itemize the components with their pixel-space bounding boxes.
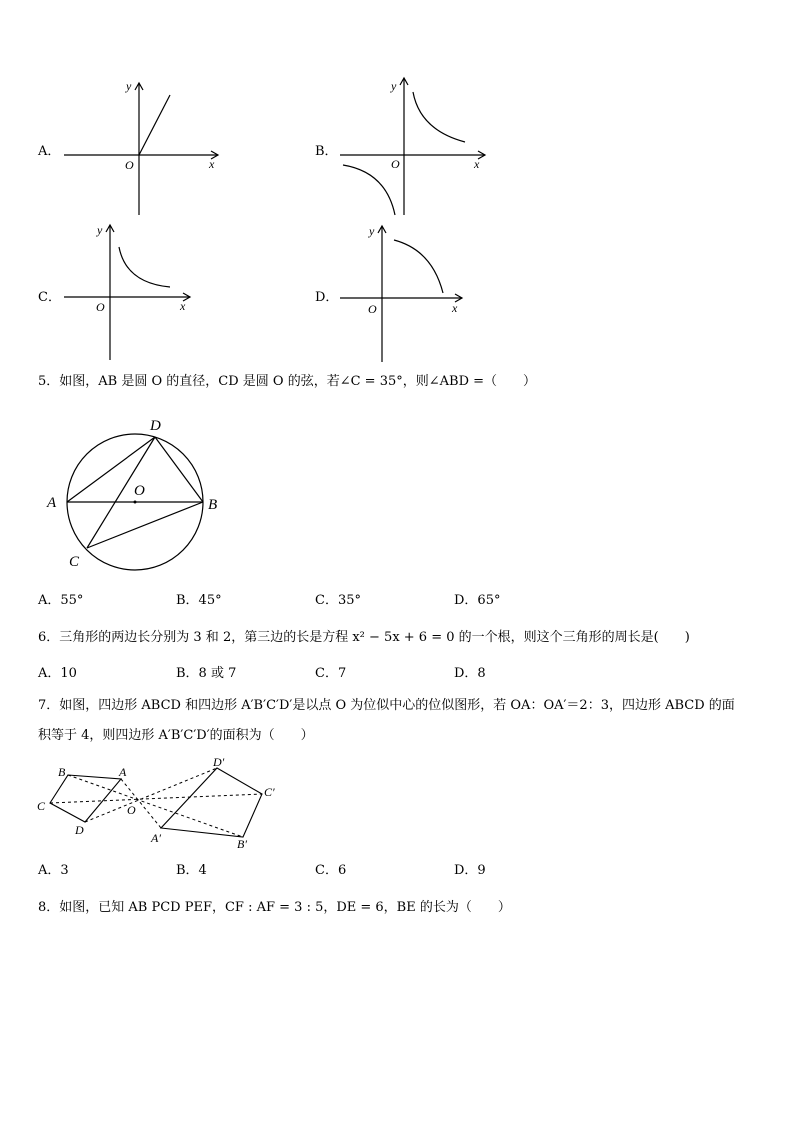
q5-option-c: C．35°: [315, 593, 361, 608]
q7-label-a: A: [119, 765, 127, 779]
q5-option-b: B．45°: [176, 593, 222, 608]
graph-c-x: x: [180, 299, 186, 313]
q7-label-c2: C′: [264, 785, 275, 799]
option-b-label: B．: [315, 144, 338, 159]
q7-label-d: D: [75, 823, 84, 837]
q6-option-b: B．8 或 7: [176, 666, 237, 681]
graph-d-o: O: [368, 302, 377, 316]
q7-label-a2: A′: [151, 831, 161, 845]
q5-label-c: C: [69, 554, 80, 570]
q7-stem-line1: 7．如图，四边形 ABCD 和四边形 A′B′C′D′是以点 O 为位似中心的位似图形，若 OA：OA′＝2：3，四边形 ABCD 的面: [38, 698, 735, 713]
q5-stem: 5．如图，AB 是圆 O 的直径，CD 是圆 O 的弦，若∠C = 35°，则∠ABD =（ ）: [38, 374, 537, 389]
q8-stem: 8．如图，已知 AB PCD PEF，CF : AF = 3 : 5，DE = 6，BE 的长为（ ）: [38, 900, 511, 915]
graph-c-o: O: [96, 300, 105, 314]
graph-d-x: x: [452, 301, 458, 315]
q7-option-c: C．6: [315, 863, 347, 878]
graph-a-o: O: [125, 158, 134, 172]
q7-option-d: D．9: [454, 863, 486, 878]
graph-b-o: O: [391, 157, 400, 171]
q7-stem-line2: 积等于 4，则四边形 A′B′C′D′的面积为（ ）: [38, 728, 314, 743]
q7-label-d2: D′: [213, 755, 225, 769]
q6-option-d: D．8: [454, 666, 486, 681]
option-a-label: A．: [38, 144, 61, 159]
q5-label-o: O: [134, 483, 145, 499]
q6-stem: 6．三角形的两边长分别为 3 和 2，第三边的长是方程 x² − 5x + 6 = 0 的一个根，则这个三角形的周长是( ): [38, 630, 690, 645]
q7-label-c: C: [37, 799, 46, 813]
q7-label-o: O: [127, 803, 136, 817]
q7-option-b: B．4: [176, 863, 207, 878]
graph-a-x: x: [209, 157, 215, 171]
graph-a-y: y: [126, 79, 132, 93]
graph-c-y: y: [97, 223, 103, 237]
q6-option-a: A．10: [38, 666, 77, 681]
q5-option-a: A．55°: [38, 593, 84, 608]
graph-b-x: x: [474, 157, 480, 171]
option-c-label: C．: [38, 290, 61, 305]
option-d-label: D．: [315, 290, 339, 305]
q5-label-a: A: [47, 495, 57, 511]
q7-label-b: B: [58, 765, 66, 779]
q7-label-b2: B′: [237, 837, 247, 851]
graph-b-y: y: [391, 79, 397, 93]
q6-option-c: C．7: [315, 666, 347, 681]
q5-label-d: D: [150, 418, 161, 434]
q5-label-b: B: [208, 497, 218, 513]
graph-d-y: y: [369, 224, 375, 238]
q7-option-a: A．3: [38, 863, 69, 878]
q5-option-d: D．65°: [454, 593, 501, 608]
